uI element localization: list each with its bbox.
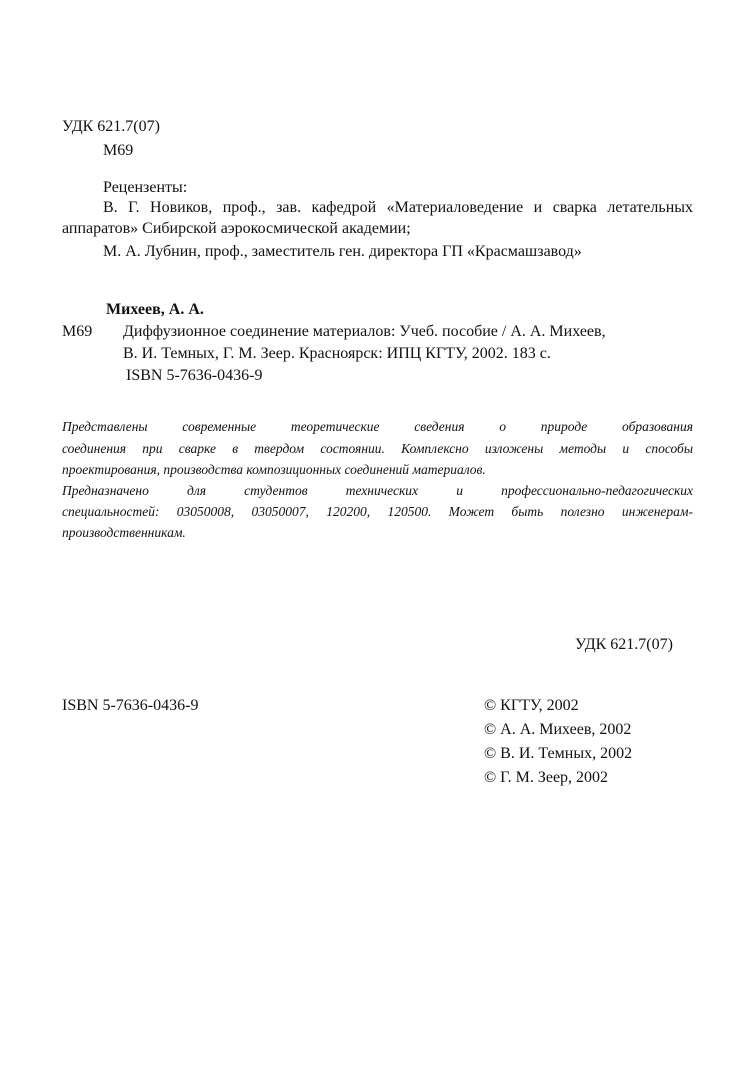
author-code-header: М69 bbox=[103, 142, 134, 159]
reviewer-line-2: аппаратов» Сибирской аэрокосмической академии; bbox=[62, 220, 411, 237]
copyright-line: © А. А. Михеев, 2002 bbox=[484, 721, 632, 738]
annotation-line-6: производственникам. bbox=[62, 525, 186, 540]
copyright-line: © В. И. Темных, 2002 bbox=[484, 745, 633, 762]
annotation-line-4: Предназначено для студентов технических и профессионально-педагогических bbox=[62, 483, 693, 498]
bibliographic-code: М69 bbox=[62, 323, 93, 340]
bibliographic-title-line-2: В. И. Темных, Г. М. Зеер. Красноярск: ИПЦ КГТУ, 2002. 183 с. bbox=[123, 345, 551, 362]
copyright-line: © КГТУ, 2002 bbox=[484, 697, 579, 714]
annotation-line-1: Представлены современные теоретические сведения о природе образования bbox=[62, 419, 693, 434]
bibliographic-isbn: ISBN 5-7636-0436-9 bbox=[126, 367, 263, 384]
reviewers-heading: Рецензенты: bbox=[103, 179, 188, 196]
footer-udk: УДК 621.7(07) bbox=[575, 636, 673, 653]
annotation-line-5: специальностей: 03050008, 03050007, 120200, 120500. Может быть полезно инженерам- bbox=[62, 504, 693, 519]
udk-header: УДК 621.7(07) bbox=[62, 118, 160, 135]
annotation-line-2: соединения при сварке в твердом состоянии. Комплексно изложены методы и способы bbox=[62, 441, 693, 456]
annotation-line-3: проектирования, производства композиционных соединений материалов. bbox=[62, 462, 486, 477]
reviewer-line-1: В. Г. Новиков, проф., зав. кафедрой «Материаловедение и сварка летательных bbox=[103, 199, 693, 216]
copyright-line: © Г. М. Зеер, 2002 bbox=[484, 769, 609, 786]
bibliographic-title-line-1: Диффузионное соединение материалов: Учеб. пособие / А. А. Михеев, bbox=[123, 323, 606, 340]
reviewer-line-3: М. А. Лубнин, проф., заместитель ген. директора ГП «Красмашзавод» bbox=[103, 243, 582, 260]
author-heading: Михеев, А. А. bbox=[106, 301, 204, 318]
footer-isbn: ISBN 5-7636-0436-9 bbox=[62, 697, 199, 714]
